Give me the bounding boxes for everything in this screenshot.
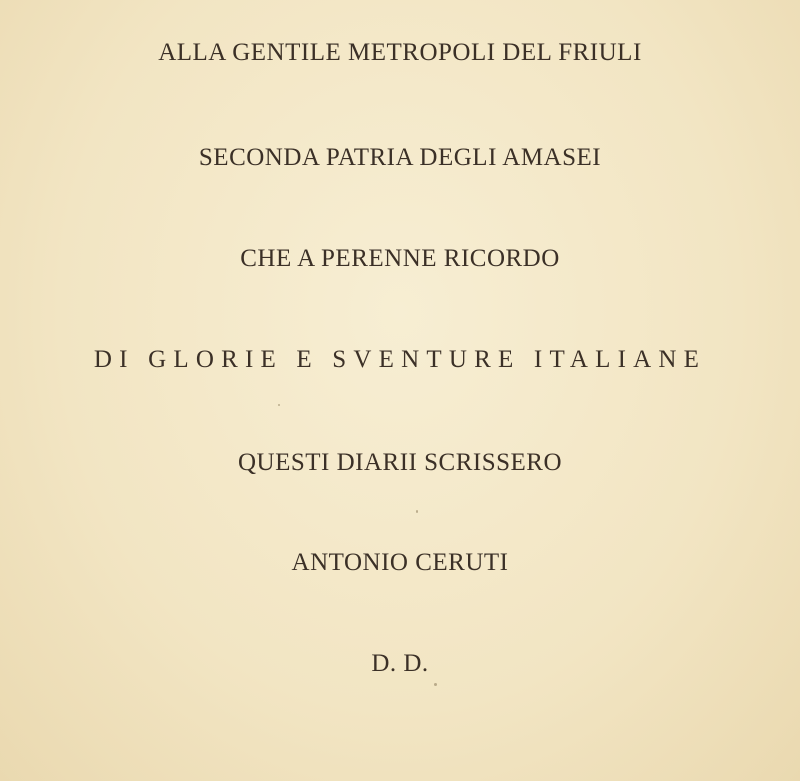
- dedication-author: ANTONIO CERUTI: [291, 549, 509, 576]
- paper-speck: [416, 510, 418, 513]
- dedication-signature: D. D.: [371, 650, 429, 677]
- paper-speck: [278, 404, 280, 406]
- dedication-line-2: SECONDA PATRIA DEGLI AMASEI: [198, 144, 602, 171]
- dedication-line-3: CHE A PERENNE RICORDO: [240, 245, 560, 272]
- dedication-line-1: ALLA GENTILE METROPOLI DEL FRIULI: [158, 39, 642, 66]
- dedication-line-5: QUESTI DIARII SCRISSERO: [237, 449, 563, 476]
- paper-speck: [434, 683, 437, 686]
- dedication-line-4: DI GLORIE E SVENTURE ITALIANE: [93, 346, 707, 373]
